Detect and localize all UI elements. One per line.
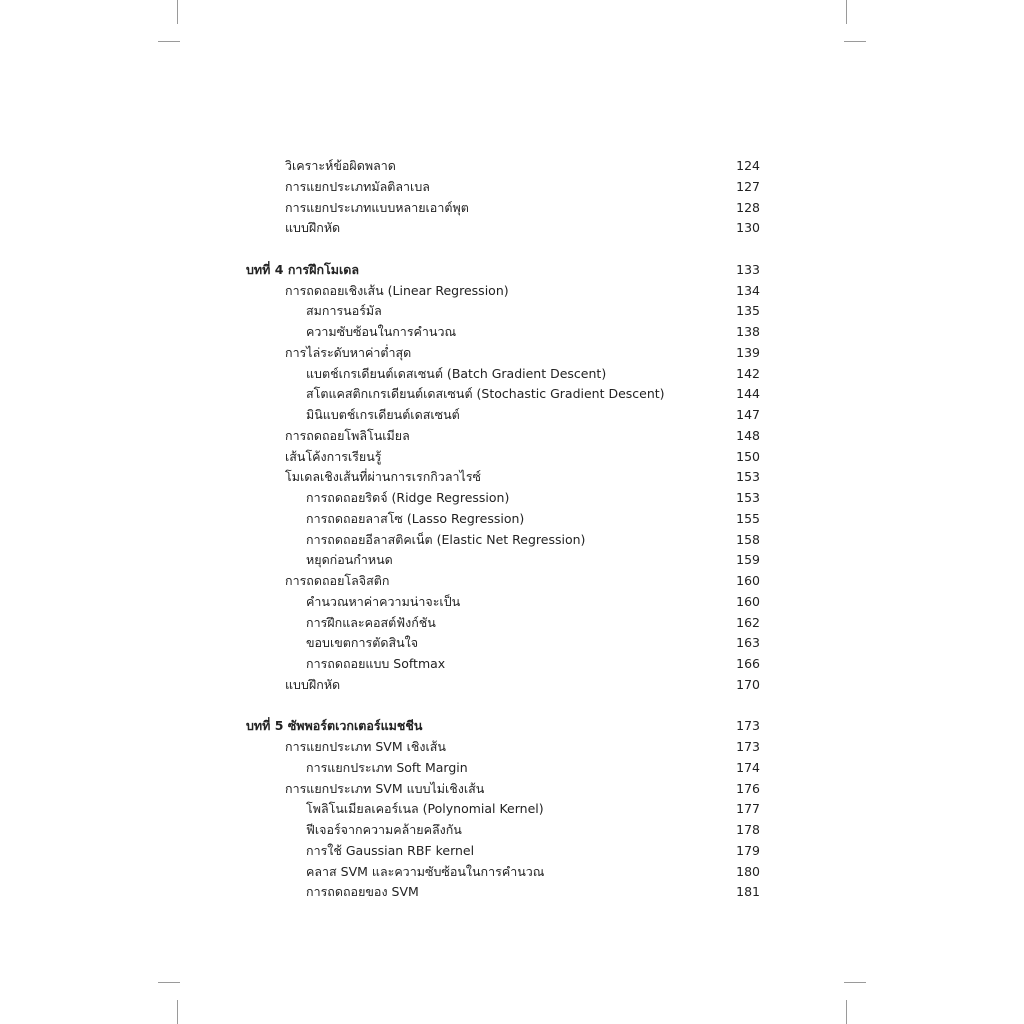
toc-page-number: 176 [736,780,760,796]
toc-page-number: 160 [736,573,760,588]
toc-page-number: 163 [736,635,760,651]
toc-entry [246,156,760,177]
toc-page-number: 139 [736,344,760,360]
toc-entry [246,488,760,509]
toc-entry-title: การแยกประเภท Soft Margin [306,759,468,775]
toc-entry [246,737,760,758]
toc-page-number: 162 [736,614,760,630]
toc-entry-title: สโตแคสติกเกรเดียนต์เดสเซนต์ (Stochastic Gradient Descent) [306,386,665,402]
toc-entry-title: บทที่ 5 ซัพพอร์ตเวกเตอร์แมชชีน [246,718,423,734]
toc-entry-title: การถดถอยลาสโซ (Lasso Regression) [306,510,525,526]
chapter-heading [246,260,760,281]
toc-page-number: 181 [736,884,760,900]
toc-page-number: 153 [736,490,760,505]
toc-entry-title: โมเดลเชิงเส้นที่ผ่านการเรกกิวลาไรซ์ [285,469,482,485]
toc-entry [246,177,760,198]
toc-page-number: 130 [736,220,760,236]
toc-entry [246,530,760,551]
toc-entry [246,799,760,820]
toc-entry-title: การแยกประเภท SVM เชิงเส้น [285,739,446,754]
crop-mark [844,41,866,42]
section-spacer [246,696,760,717]
toc-entry [246,509,760,530]
toc-page-number: 124 [736,158,760,173]
toc-page-number: 133 [736,261,760,277]
toc-entry [246,218,760,239]
toc-page-number: 158 [736,531,760,547]
toc-page-number: 135 [736,303,760,319]
toc-page-number: 144 [736,386,760,402]
toc-page-number: 134 [736,282,760,298]
toc-entry-title: หยุดก่อนกำหนด [306,552,393,568]
toc-page-number: 173 [736,718,760,734]
crop-mark [844,982,866,983]
toc-page-number: 147 [736,407,760,422]
toc-entry [246,613,760,634]
toc-entry-title: เส้นโค้งการเรียนรู้ [285,448,382,464]
toc-entry [246,550,760,571]
toc-page-number: 159 [736,552,760,568]
toc-entry-title: โพลิโนเมียลเคอร์เนล (Polynomial Kernel) [306,801,544,817]
crop-mark [846,1000,847,1024]
table-of-contents [246,156,760,903]
toc-entry-title: การถดถอยแบบ Softmax [306,656,446,671]
toc-page-number: 174 [736,759,760,775]
toc-page-number: 127 [736,178,760,194]
toc-page-number: 179 [736,842,760,858]
toc-page-number: 150 [736,448,760,464]
toc-entry-title: การถดถอยเชิงเส้น (Linear Regression) [285,282,509,298]
toc-entry [246,675,760,696]
toc-entry-title: แบตช์เกรเดียนต์เดสเซนต์ (Batch Gradient Descent) [306,365,607,381]
toc-entry [246,654,760,675]
toc-entry [246,571,760,592]
section-spacer [246,239,760,260]
toc-entry-title: การแยกประเภท SVM แบบไม่เชิงเส้น [285,780,485,796]
toc-entry [246,426,760,447]
toc-page-number: 178 [736,822,760,837]
toc-page-number: 142 [736,365,760,381]
toc-page-number: 160 [736,593,760,609]
toc-entry-title: มินิแบตช์เกรเดียนต์เดสเซนต์ [306,407,460,422]
toc-page-number: 173 [736,739,760,754]
toc-entry [246,364,760,385]
toc-entry-title: การแยกประเภทแบบหลายเอาต์พุต [285,199,469,215]
crop-mark [177,0,178,24]
toc-entry-title: คลาส SVM และความซับซ้อนในการคำนวณ [306,863,545,879]
toc-entry [246,633,760,654]
toc-entry-title: การถดถอยริดจ์ (Ridge Regression) [306,490,510,505]
toc-entry-title: สมการนอร์มัล [306,303,382,319]
toc-entry [246,322,760,343]
toc-entry [246,467,760,488]
toc-entry [246,384,760,405]
crop-mark [846,0,847,24]
toc-entry [246,758,760,779]
toc-page-number: 170 [736,676,760,692]
toc-entry [246,405,760,426]
toc-entry-title: การถดถอยโพลิโนเมียล [285,427,410,443]
toc-entry-title: บทที่ 4 การฝึกโมเดล [246,261,360,277]
toc-entry [246,862,760,883]
chapter-heading [246,716,760,737]
toc-page-number: 148 [736,427,760,443]
toc-entry-title: ฟีเจอร์จากความคล้ายคลึงกัน [306,822,462,837]
toc-entry-title: การแยกประเภทมัลติลาเบล [285,178,430,194]
toc-entry-title: วิเคราะห์ข้อผิดพลาด [285,158,396,173]
toc-entry [246,779,760,800]
toc-entry [246,882,760,903]
toc-entry-title: การถดถอยโลจิสติก [285,573,390,588]
toc-page-number: 177 [736,801,760,817]
toc-entry-title: ความซับซ้อนในการคำนวณ [306,324,457,339]
toc-page-number: 128 [736,199,760,215]
toc-entry [246,198,760,219]
crop-mark [177,1000,178,1024]
toc-entry-title: การถดถอยอีลาสติคเน็ต (Elastic Net Regression) [306,531,586,547]
toc-entry [246,841,760,862]
toc-page-number: 180 [736,863,760,879]
toc-entry [246,343,760,364]
toc-page-number: 153 [736,469,760,485]
toc-entry-title: การถดถอยของ SVM [306,884,419,900]
toc-entry-title: แบบฝึกหัด [285,676,341,692]
toc-entry [246,592,760,613]
toc-entry-title: คำนวณหาค่าความน่าจะเป็น [306,593,461,609]
crop-mark [158,982,180,983]
toc-entry-title: ขอบเขตการตัดสินใจ [306,635,419,651]
toc-entry [246,281,760,302]
toc-page-number: 155 [736,510,760,526]
crop-mark [158,41,180,42]
toc-page-number: 166 [736,656,760,671]
toc-page-number: 138 [736,324,760,339]
toc-entry-title: การไล่ระดับหาค่าต่ำสุด [285,344,412,360]
toc-entry [246,301,760,322]
toc-entry [246,447,760,468]
toc-entry-title: แบบฝึกหัด [285,220,341,236]
toc-entry [246,820,760,841]
toc-entry-title: การใช้ Gaussian RBF kernel [306,842,475,858]
toc-entry-title: การฝึกและคอสต์ฟังก์ชัน [306,614,436,630]
